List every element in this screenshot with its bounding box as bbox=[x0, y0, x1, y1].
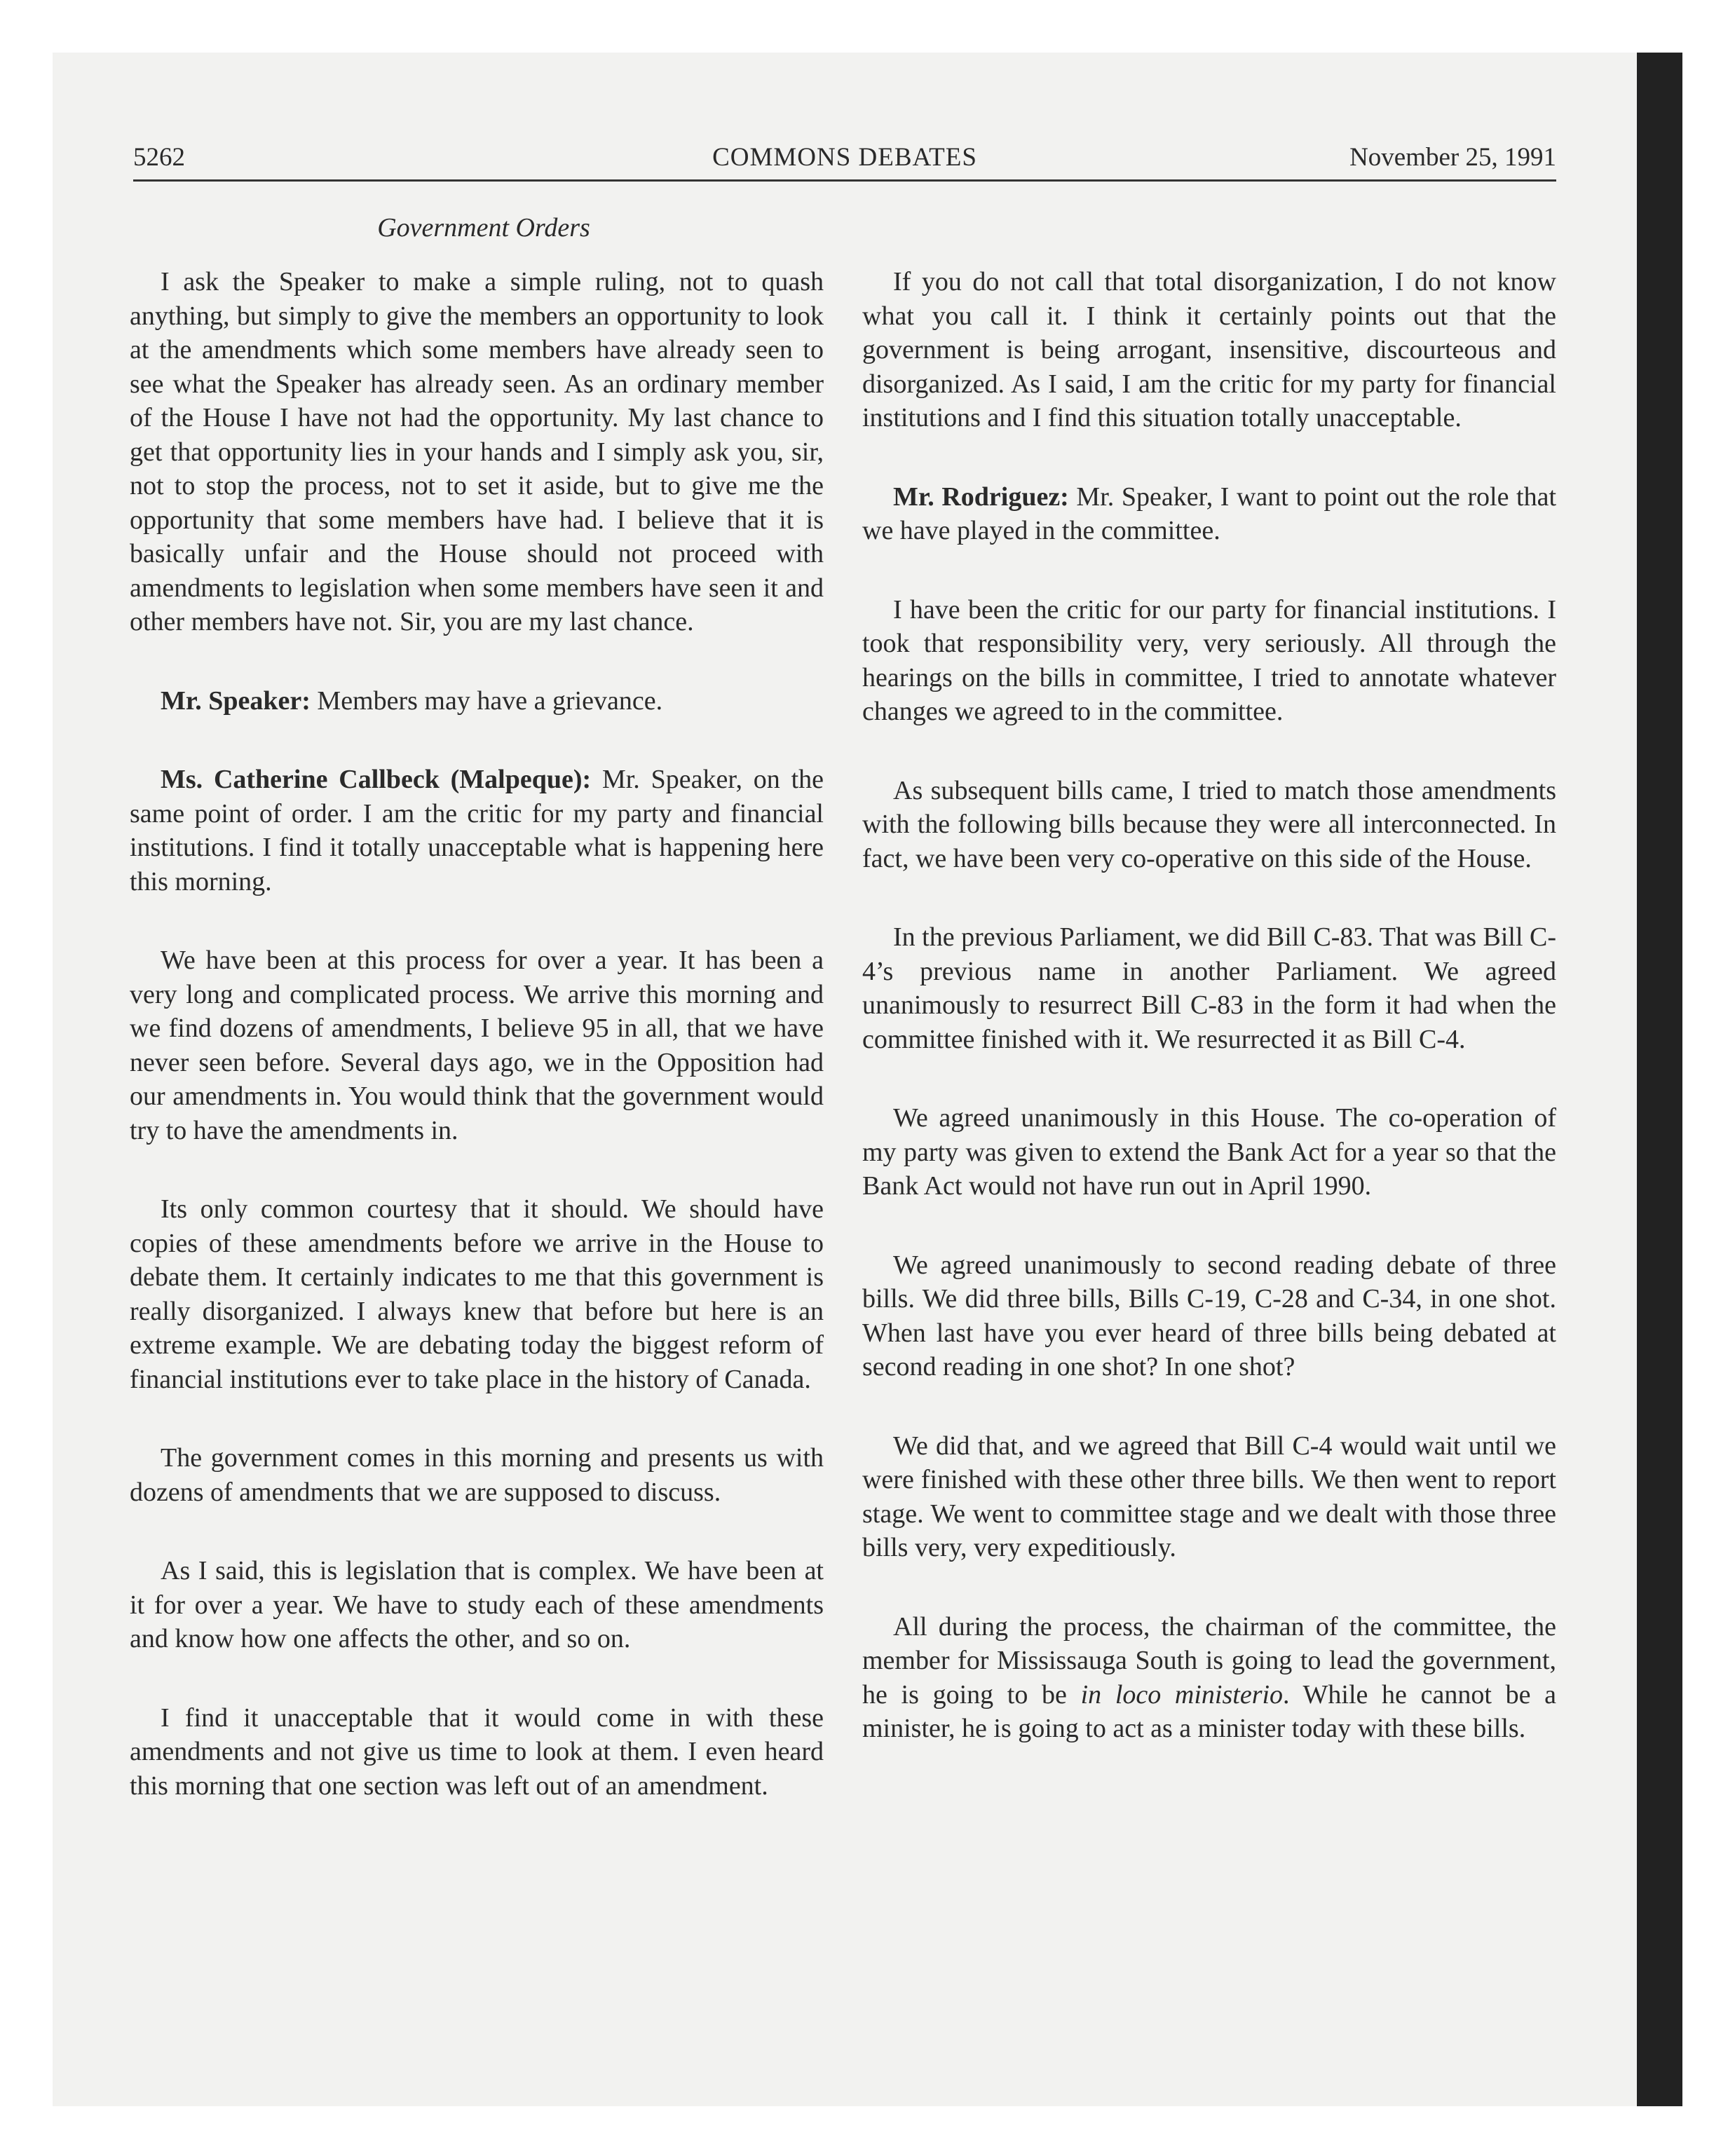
paragraph: We did that, and we agreed that Bill C-4 would wait until we were finished with these other three bills. We then went to report stage. We went to committee stage and we dealt with those three bills very, very expeditiously. bbox=[862, 1431, 1556, 1562]
page-header bbox=[133, 140, 1556, 179]
paragraph: Mr. Rodriguez: Mr. Speaker, I want to point out the role that we have played in the committee. bbox=[862, 482, 1556, 545]
paragraph: We agreed unanimously to second reading debate of three bills. We did three bills, Bills C-19, C-28 and C-34, in one shot. When last have you ever heard of three bills being debated at second reading in one shot? In one shot? bbox=[862, 1250, 1556, 1381]
section-heading: Government Orders bbox=[377, 213, 590, 243]
publication-date: November 25, 1991 bbox=[1349, 143, 1556, 172]
paragraph: The government comes in this morning and presents us with dozens of amendments that we are supposed to discuss. bbox=[130, 1443, 824, 1507]
scan-edge bbox=[1637, 53, 1682, 2106]
paragraph: I ask the Speaker to make a simple ruling, not to quash anything, but simply to give the members an opportunity to look at the amendments which some members have already seen to see what the Speaker has already seen. As an ordinary member of the House I have not had the opportunity. My last chance to get that opportunity lies in your hands and I simply ask you, sir, not to stop the process, not to set it aside, but to give me the opportunity that some members have had. I believe that it is basically unfair and the House should not proceed with amendments to legislation when some members have seen it and other members have not. Sir, you are my last chance. bbox=[130, 267, 824, 636]
header-rule bbox=[133, 179, 1556, 182]
paragraph: We have been at this process for over a year. It has been a very long and complicated process. We arrive this morning and we find dozens of amendments, I believe 95 in all, that we have never seen before. Several days ago, we in the Opposition had our amendments in. You would think that the government would try to have the amendments in. bbox=[130, 946, 824, 1145]
page-number: 5262 bbox=[133, 143, 185, 172]
speaker-name: Mr. Rodriguez: bbox=[893, 482, 1069, 512]
publication-title: COMMONS DEBATES bbox=[712, 143, 977, 172]
paragraph: We agreed unanimously in this House. The co-operation of my party was given to extend the Bank Act for a year so that the Bank Act would not have run out in April 1990. bbox=[862, 1103, 1556, 1201]
left-column bbox=[130, 265, 824, 1848]
paragraph: All during the process, the chairman of the committee, the member for Mississauga South is going to lead the government, he is going to be in loco ministerio. While he cannot be a minister, he is going to act as a minister today with these bills. bbox=[862, 1611, 1556, 1743]
paragraph: I find it unacceptable that it would come in with these amendments and not give us time to look at them. I even heard this morning that one section was left out of an amendment. bbox=[130, 1703, 824, 1801]
paragraph: Ms. Catherine Callbeck (Malpeque): Mr. Speaker, on the same point of order. I am the critic for my party and financial institutions. I find it totally unacceptable what is happening here this morning. bbox=[130, 765, 824, 896]
speaker-name: Mr. Speaker: bbox=[161, 685, 311, 716]
paragraph: Its only common courtesy that it should. We should have copies of these amendments before we arrive in the House to debate them. It certainly indicates to me that this government is really disorganized. I always knew that before but here is an extreme example. We are debating today the biggest reform of financial institutions ever to take place in the history of Canada. bbox=[130, 1194, 824, 1394]
latin-phrase: in loco ministerio bbox=[1080, 1679, 1284, 1710]
paragraph: As subsequent bills came, I tried to match those amendments with the following bills because they were all interconnected. In fact, we have been very co-operative on this side of the House. bbox=[862, 775, 1556, 873]
paragraph: In the previous Parliament, we did Bill C-83. That was Bill C-4’s previous name in another Parliament. We agreed unanimously to resurrect Bill C-83 in the form it had when the committee finished with it. We resurrected it as Bill C-4. bbox=[862, 922, 1557, 1054]
paragraph: As I said, this is legislation that is complex. We have been at it for over a year. We have to study each of these amendments and know how one affects the other, and so on. bbox=[130, 1556, 824, 1653]
right-column bbox=[862, 265, 1556, 1791]
paragraph: Mr. Speaker: Members may have a grievance. bbox=[161, 685, 663, 716]
paragraph: I have been the critic for our party for financial institutions. I took that responsibility very, very seriously. All through the hearings on the bills in committee, I tried to annotate whatever changes we agreed to in the committee. bbox=[862, 594, 1556, 726]
paragraph: If you do not call that total disorganization, I do not know what you call it. I think it certainly points out that the government is being arrogant, insensitive, discourteous and disorganized. As I said, I am the critic for my party for financial institutions and I find this situation totally unacceptable. bbox=[862, 267, 1556, 432]
speaker-name: Ms. Catherine Callbeck (Malpeque): bbox=[161, 765, 592, 794]
